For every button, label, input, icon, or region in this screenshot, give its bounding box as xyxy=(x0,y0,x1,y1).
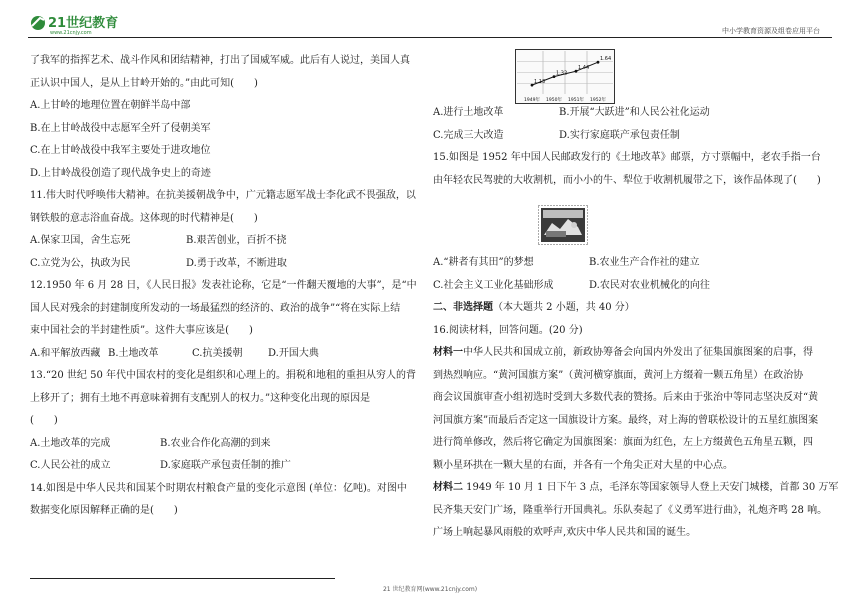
chart-data-label: 1.13 xyxy=(534,79,546,86)
material1-label: 材料一 xyxy=(433,347,463,358)
q12-option-c: C.抗美援朝 xyxy=(192,347,243,359)
chart-x-tick-label: 1952年 xyxy=(590,98,606,103)
q13-option-c: C.人民公社的成立 xyxy=(30,460,111,471)
q10-text-line2: 正认识中国人，是从上甘岭开始的。”由此可知( ) xyxy=(30,77,258,89)
chart-x-tick-label: 1951年 xyxy=(568,98,584,103)
section2-title: 二、非选择题 xyxy=(433,302,493,313)
q12-text-line1: 12.1950 年 6 月 28 日，《人民日报》发表社论称，它是“一件翻天覆地的大事”，是“中 xyxy=(30,280,417,291)
q15-option-a: A.“耕者有其田”的梦想 xyxy=(433,257,534,268)
material1-line2: 到热烈响应。“黄河国旗方案”（黄河横穿旗面，黄河上方缀着一颗五角星）在政治协 xyxy=(433,369,804,381)
q11-option-c: C.立党为公，执政为民 xyxy=(30,257,131,269)
chart-data-label: 1.44 xyxy=(578,65,590,72)
material2-line3: 广场上响起暴风雨般的欢呼声,欢庆中华人民共和国的诞生。 xyxy=(433,527,697,538)
q11-options-row2 xyxy=(30,253,425,276)
material2-line1 xyxy=(433,477,839,500)
material1-text1: 中华人民共和国成立前，新政协筹备会向国内外发出了征集国旗图案的启事，得 xyxy=(463,347,813,358)
material1-line5: 进行简单修改，然后将它确定为国旗图案：旗面为红色，左上方缀黄色五角星五颗，四 xyxy=(433,437,813,448)
left-column xyxy=(30,50,425,523)
chart-point xyxy=(597,61,600,64)
q11-options-row1 xyxy=(30,230,425,253)
q14-option-c: C.完成三大改造 xyxy=(433,129,504,141)
material1-line4: 河国旗方案”而最后否定这一国旗设计方案。最终，对上海的曾联松设计的五星红旗图案 xyxy=(433,414,819,426)
stamp-image-icon xyxy=(538,205,588,245)
right-column-lower xyxy=(433,252,839,545)
land-reform-stamp xyxy=(538,205,588,245)
q12-text-line3: 束中国社会的半封建性质”。这件大事应该是( ) xyxy=(30,325,253,336)
q15-options-row2 xyxy=(433,275,825,298)
q11-option-b: B.艰苦创业，百折不挠 xyxy=(186,235,287,246)
q16-prompt: 16.阅读材料，回答问题。(20 分) xyxy=(433,324,583,336)
q13-text-line2: 上移开了；拥有土地不再意味着拥有支配别人的权力。”这种变化出现的原因是 xyxy=(30,392,371,404)
q10-option-a: A.上甘岭的地理位置在朝鲜半岛中部 xyxy=(30,100,191,111)
chart-point xyxy=(553,75,556,78)
q12-text-line2: 国人民对残余的封建制度所发动的一场最猛烈的经济的、政治的战争”“将在实际上结 xyxy=(30,302,401,314)
q12-option-d: D.开国大典 xyxy=(268,347,319,359)
q13-option-b: B.农业合作化高潮的到来 xyxy=(160,437,271,449)
chart-data-label: 1.64 xyxy=(600,56,612,63)
q14-option-d: D.实行家庭联产承包责任制 xyxy=(559,129,680,141)
chart-x-tick-label: 1949年 xyxy=(524,98,540,103)
q14-option-b: B.开展“大跃进”和人民公社化运动 xyxy=(559,107,710,118)
q13-text-line1: 13.“20 世纪 50 年代中国农村的变化是组织和心理上的。捐税和地租的重担从穷人的背 xyxy=(30,370,417,381)
q14-options-row2 xyxy=(433,125,825,148)
material1-line1 xyxy=(433,342,825,365)
q15-option-d: D.农民对农业机械化的向往 xyxy=(589,279,710,291)
material1-line3: 商会议国旗审查小组初选时受到大多数代表的赞扬。后来由于张治中等同志坚决反对“黄 xyxy=(433,392,819,403)
q11-option-a: A.保家卫国，舍生忘死 xyxy=(30,235,131,246)
q13-option-d: D.家庭联产承包责任制的推广 xyxy=(160,460,291,471)
q15-options-row1 xyxy=(433,252,825,275)
q13-options-row2 xyxy=(30,455,425,478)
section2-subtitle: （本大题共 2 小题，共 40 分） xyxy=(493,302,635,313)
section2-heading xyxy=(433,297,825,320)
q11-option-d: D.勇于改革，不断进取 xyxy=(186,257,287,269)
q13-text-line3: ( ) xyxy=(30,415,58,426)
right-column xyxy=(433,102,825,192)
footer-divider xyxy=(30,578,335,579)
site-logo[interactable] xyxy=(28,12,138,36)
q15-option-b: B.农业生产合作社的建立 xyxy=(589,257,700,268)
header-platform-name: 中小学教育资源及组卷应用平台 xyxy=(722,27,820,35)
chart-point xyxy=(575,70,578,73)
grain-output-chart xyxy=(515,49,615,104)
q10-text-line1: 了我军的指挥艺术、战斗作风和团结精神，打出了国威军威。此后有人说过，美国人真 xyxy=(30,55,410,66)
q12-options xyxy=(30,343,425,366)
q10-option-c: C.在上甘岭战役中我军主要处于进攻地位 xyxy=(30,145,211,156)
q11-text-line1: 11.伟大时代呼唤伟大精神。在抗美援朝战争中，广元籍志愿军战士李化武不畏强敌，以 xyxy=(30,190,416,201)
material1-line6: 颗小星环拱在一颗大星的右面，并各有一个角尖正对大星的中心点。 xyxy=(433,459,733,471)
chart-data-label: 1.32 xyxy=(556,70,568,77)
q10-option-b: B.在上甘岭战役中志愿军全歼了侵朝美军 xyxy=(30,122,211,134)
logo-text: 21世纪教育 xyxy=(48,16,119,31)
q13-options-row1 xyxy=(30,433,425,456)
logo-icon xyxy=(28,12,138,36)
header-divider xyxy=(28,37,832,38)
q15-option-c: C.社会主义工业化基础形成 xyxy=(433,279,554,291)
q15-text-line2: 由年轻农民驾驶的大收割机，而小小的牛、犁位于收割机履带之下，该作品体现了( ) xyxy=(433,174,821,186)
chart-point xyxy=(531,84,534,87)
logo-url: www.21cnjy.com xyxy=(50,30,92,36)
q10-option-d: D.上甘岭战役创造了现代战争史上的奇迹 xyxy=(30,167,211,179)
q15-text-line1: 15.如图是 1952 年中国人民邮政发行的《土地改革》邮票，方寸票幅中，老农手指一台 xyxy=(433,152,821,163)
chart-x-tick-label: 1950年 xyxy=(546,98,562,103)
q13-option-a: A.土地改革的完成 xyxy=(30,437,111,449)
q14-options-row1 xyxy=(433,102,825,125)
material2-text1: 1949 年 10 月 1 日下午 3 点，毛泽东等国家领导人登上天安门城楼，首都 30 万军 xyxy=(463,482,839,493)
q14-text-line2: 数据变化原因解释正确的是( ) xyxy=(30,505,178,516)
q14-text-line1: 14.如图是中华人民共和国某个时期农村粮食产量的变化示意图 (单位：亿吨)。对图中 xyxy=(30,482,407,494)
material2-line2: 民齐集天安门广场，隆重举行开国典礼。乐队奏起了《义勇军进行曲》，礼炮齐鸣 28 响。 xyxy=(433,504,828,516)
q14-option-a: A.进行土地改革 xyxy=(433,107,504,118)
q12-option-b: B.土地改革 xyxy=(108,347,159,359)
q12-option-a: A.和平解放西藏 xyxy=(30,347,101,359)
footer-source: 21 世纪教育网(www.21cnjy.com) xyxy=(382,586,478,593)
material2-label: 材料二 xyxy=(433,482,463,493)
chart-svg xyxy=(515,49,615,104)
q11-text-line2: 钢铁般的意志浴血奋战。这体现的时代精神是( ) xyxy=(30,212,258,224)
